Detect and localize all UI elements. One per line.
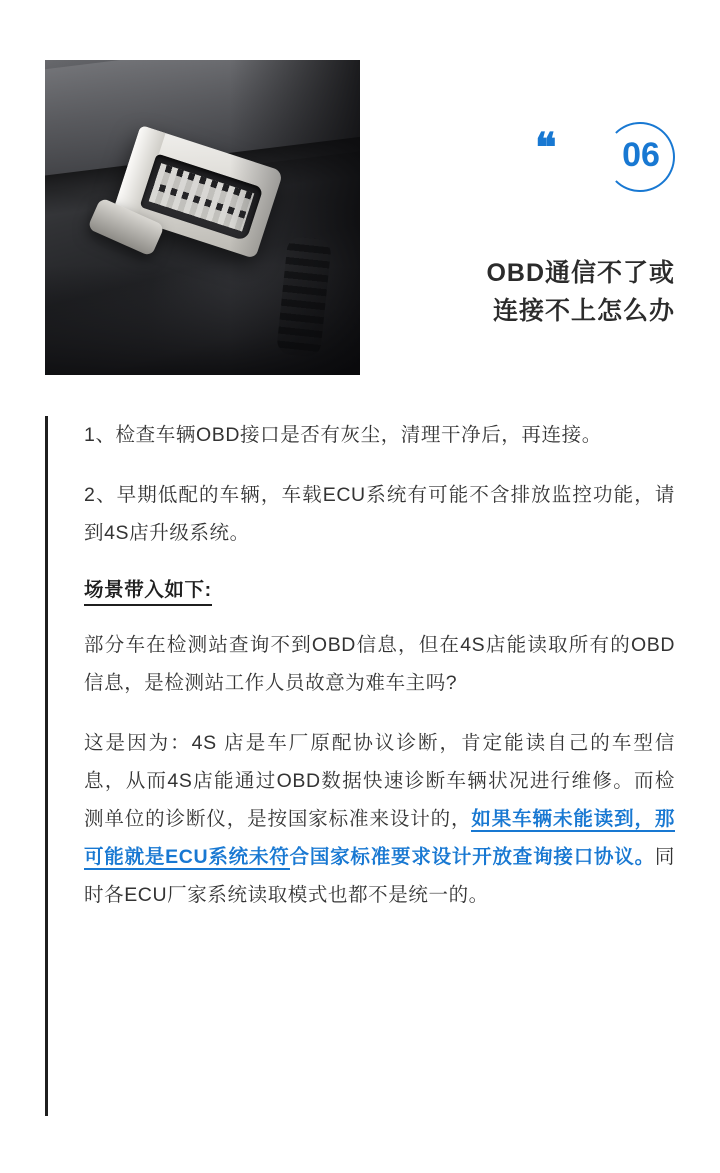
photo-shadow-bottom <box>45 265 360 375</box>
explanation-highlight-a: 如果车辆未能读到，那可能就是ECU系统未符 <box>84 808 675 869</box>
page-title-line-2: 连接不上怎么办 <box>492 296 675 325</box>
section-number-badge <box>535 122 675 188</box>
page-title-line-1: OBD通信不了或 <box>486 259 675 287</box>
obd-port-photo <box>45 60 360 375</box>
quote-mark-icon: ❝ <box>535 125 555 170</box>
page-title <box>345 255 675 330</box>
list-item: 2、早期低配的车辆，车载ECU系统有可能不含排放监控功能，请到4S店升级系统。 <box>84 484 675 545</box>
subheading-wrapper <box>84 574 675 626</box>
section-number: 06 <box>622 136 660 174</box>
article-header <box>0 0 720 400</box>
explanation-text-lead: 这是因为：4S 店是车厂原配协议诊断，肯定能读自己的车型信息，从而4S店能通过OBD数据快速诊断车辆状况进行维修。而检测单位的诊断仪，是按国家标准来设计的， <box>84 732 675 831</box>
subheading: 场景带入如下: <box>84 574 212 606</box>
explanation-paragraph <box>84 724 675 914</box>
list-item: 1、检查车辆OBD接口是否有灰尘，清理干净后，再连接。 <box>84 424 602 446</box>
scenario-paragraph: 部分车在检测站查询不到OBD信息，但在4S店能读取所有的OBD信息，是检测站工作人员故意为难车主吗? <box>84 634 675 695</box>
article-body <box>45 416 675 1116</box>
explanation-text-tail: 同时各ECU厂家系统读取模式也都不是统一的。 <box>84 846 675 907</box>
explanation-highlight-b: 合国家标准要求设计开放查询接口协议。 <box>289 846 655 869</box>
